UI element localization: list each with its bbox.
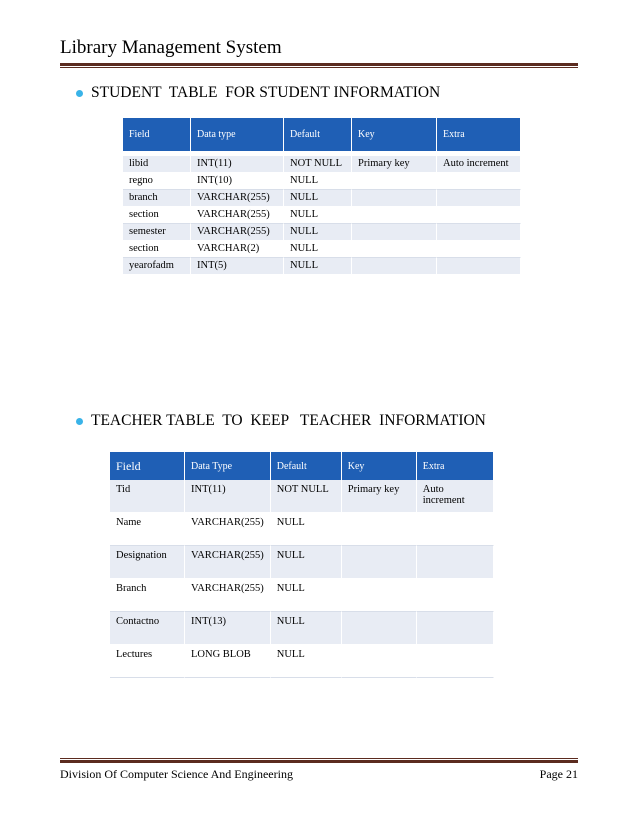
table-cell: NULL bbox=[284, 241, 352, 258]
table-cell bbox=[342, 612, 417, 645]
table-cell: NOT NULL bbox=[271, 480, 342, 513]
table-cell: INT(10) bbox=[191, 173, 284, 190]
bullet-icon bbox=[76, 90, 83, 97]
table-cell bbox=[352, 258, 437, 275]
table-row bbox=[123, 156, 521, 173]
table-row bbox=[123, 224, 521, 241]
table-cell bbox=[437, 207, 521, 224]
footer-rule bbox=[60, 760, 578, 763]
table-cell: VARCHAR(255) bbox=[191, 190, 284, 207]
table-cell bbox=[342, 579, 417, 612]
table-cell: NULL bbox=[284, 224, 352, 241]
table-cell: NULL bbox=[271, 612, 342, 645]
table-cell: VARCHAR(255) bbox=[185, 546, 271, 579]
column-header: Field bbox=[123, 118, 191, 151]
table-cell: VARCHAR(255) bbox=[191, 224, 284, 241]
table-cell: semester bbox=[123, 224, 191, 241]
table-cell bbox=[437, 173, 521, 190]
table-cell bbox=[417, 645, 494, 678]
table-cell bbox=[417, 612, 494, 645]
table-row bbox=[110, 546, 494, 579]
table-cell: INT(11) bbox=[191, 156, 284, 173]
table-cell: NOT NULL bbox=[284, 156, 352, 173]
table-cell: INT(11) bbox=[185, 480, 271, 513]
table-cell: section bbox=[123, 241, 191, 258]
table-row bbox=[110, 513, 494, 546]
table-cell bbox=[437, 224, 521, 241]
table-row bbox=[123, 207, 521, 224]
table-row bbox=[123, 258, 521, 275]
table-cell: INT(13) bbox=[185, 612, 271, 645]
student-section-heading bbox=[76, 84, 440, 102]
table-row bbox=[110, 645, 494, 678]
table-cell: yearofadm bbox=[123, 258, 191, 275]
table-row bbox=[123, 190, 521, 207]
table-cell: NULL bbox=[271, 546, 342, 579]
column-header: Default bbox=[271, 452, 342, 480]
table-row bbox=[110, 612, 494, 645]
table-cell: VARCHAR(255) bbox=[191, 207, 284, 224]
table-cell: section bbox=[123, 207, 191, 224]
table-cell bbox=[417, 513, 494, 546]
table-cell bbox=[342, 546, 417, 579]
table-cell: Designation bbox=[110, 546, 185, 579]
table-cell bbox=[437, 258, 521, 275]
page-header-title: Library Management System bbox=[60, 37, 282, 58]
column-header: Key bbox=[352, 118, 437, 151]
table-cell: Auto increment bbox=[437, 156, 521, 173]
table-row bbox=[110, 579, 494, 612]
table-row bbox=[123, 173, 521, 190]
table-cell: Branch bbox=[110, 579, 185, 612]
teacher-table-header-row bbox=[110, 452, 494, 480]
table-cell: Contactno bbox=[110, 612, 185, 645]
table-cell: LONG BLOB bbox=[185, 645, 271, 678]
header-rule-thin bbox=[60, 67, 578, 68]
table-cell bbox=[352, 224, 437, 241]
table-cell: Tid bbox=[110, 480, 185, 513]
column-header: Key bbox=[342, 452, 417, 480]
bullet-icon bbox=[76, 418, 83, 425]
column-header: Default bbox=[284, 118, 352, 151]
table-row bbox=[110, 480, 494, 513]
table-cell: NULL bbox=[271, 513, 342, 546]
table-cell: NULL bbox=[284, 173, 352, 190]
column-header: Extra bbox=[437, 118, 521, 151]
table-cell bbox=[352, 241, 437, 258]
table-cell: NULL bbox=[284, 207, 352, 224]
table-cell bbox=[352, 173, 437, 190]
table-cell: Primary key bbox=[342, 480, 417, 513]
footer-division: Division Of Computer Science And Engineering bbox=[60, 767, 293, 781]
table-cell: libid bbox=[123, 156, 191, 173]
footer-rule-thin bbox=[60, 758, 578, 759]
table-cell: NULL bbox=[284, 258, 352, 275]
table-cell: VARCHAR(2) bbox=[191, 241, 284, 258]
column-header: Data type bbox=[191, 118, 284, 151]
table-cell bbox=[437, 190, 521, 207]
column-header: Field bbox=[110, 452, 185, 480]
teacher-heading-text: TEACHER TABLE TO KEEP TEACHER INFORMATION bbox=[91, 412, 486, 429]
student-table-header-row bbox=[123, 118, 521, 151]
table-cell: NULL bbox=[284, 190, 352, 207]
header-rule bbox=[60, 63, 578, 66]
table-cell: VARCHAR(255) bbox=[185, 579, 271, 612]
table-cell bbox=[342, 645, 417, 678]
table-cell: INT(5) bbox=[191, 258, 284, 275]
table-cell: Lectures bbox=[110, 645, 185, 678]
table-cell: VARCHAR(255) bbox=[185, 513, 271, 546]
table-cell: Auto increment bbox=[417, 480, 494, 513]
table-cell: Primary key bbox=[352, 156, 437, 173]
table-row bbox=[123, 241, 521, 258]
teacher-section-heading bbox=[76, 412, 486, 430]
table-cell: Name bbox=[110, 513, 185, 546]
column-header: Data Type bbox=[185, 452, 271, 480]
table-cell bbox=[437, 241, 521, 258]
teacher-table bbox=[110, 452, 494, 678]
table-cell: branch bbox=[123, 190, 191, 207]
student-table bbox=[123, 118, 521, 275]
table-cell bbox=[417, 579, 494, 612]
table-cell: NULL bbox=[271, 645, 342, 678]
footer-page-number: Page 21 bbox=[539, 767, 578, 781]
student-heading-text: STUDENT TABLE FOR STUDENT INFORMATION bbox=[91, 84, 441, 101]
table-cell bbox=[417, 546, 494, 579]
table-cell bbox=[352, 190, 437, 207]
table-cell bbox=[352, 207, 437, 224]
table-cell: regno bbox=[123, 173, 191, 190]
table-cell bbox=[342, 513, 417, 546]
column-header: Extra bbox=[417, 452, 494, 480]
table-cell: NULL bbox=[271, 579, 342, 612]
